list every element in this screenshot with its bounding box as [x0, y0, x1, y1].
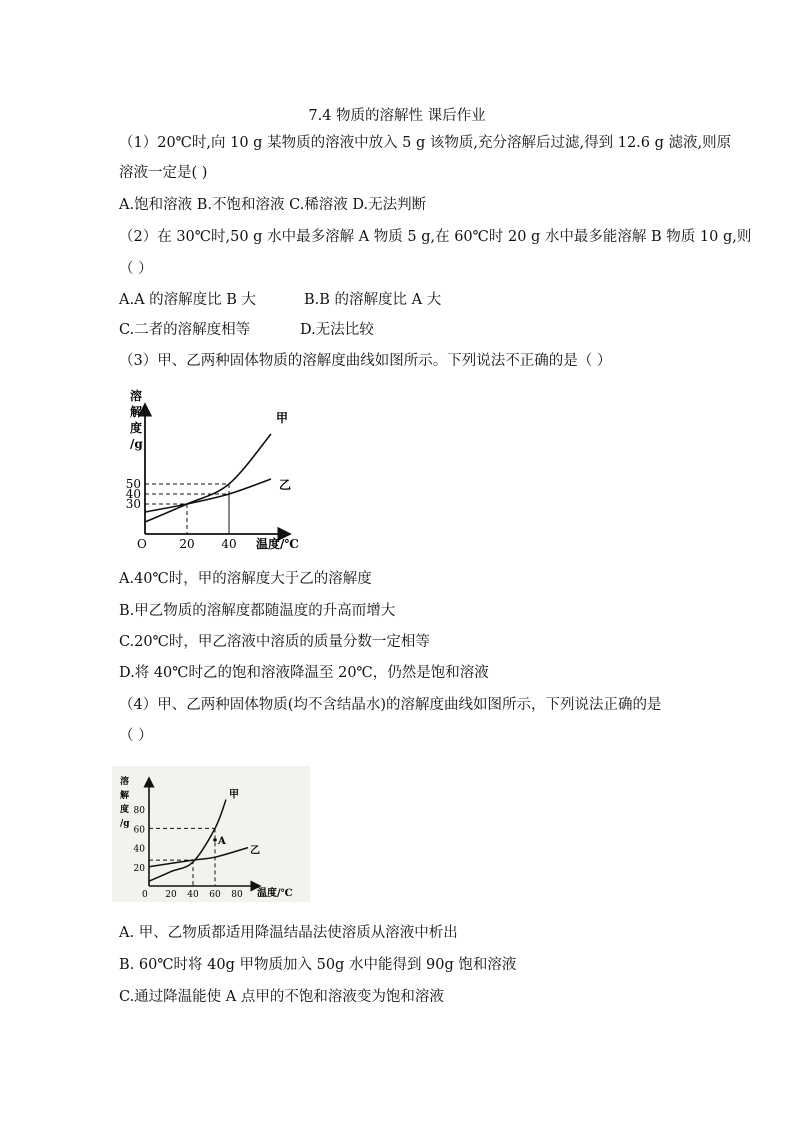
q2-stem-line1: （2）在 30℃时,50 g 水中最多溶解 A 物质 5 g,在 60℃时 20 g 水中最多能溶解 B 物质 10 g,则 — [119, 229, 752, 245]
y-tick-label: 80 — [133, 806, 145, 817]
y-axis-label-char: 度 — [130, 421, 143, 435]
series-label: 甲 — [276, 411, 289, 425]
origin-label: O — [137, 537, 147, 551]
x-axis-label: 温度/℃ — [257, 888, 293, 899]
y-tick-label: 20 — [133, 863, 145, 874]
q4-stem-line2: （ ） — [119, 728, 153, 744]
y-axis-label-char: 解 — [130, 405, 143, 419]
q4-option-c: C.通过降温能使 A 点甲的不饱和溶液变为饱和溶液 — [119, 989, 444, 1005]
y-axis-label-char: /g — [120, 819, 130, 829]
y-tick-label: 50 — [125, 477, 141, 491]
x-tick-label: 60 — [209, 890, 221, 900]
point-a-marker — [213, 838, 217, 842]
series-label: 乙 — [250, 845, 260, 857]
y-tick-label: 40 — [133, 844, 145, 855]
q3-option-b: B.甲乙物质的溶解度都随温度的升高而增大 — [119, 603, 396, 619]
y-axis-label-char: 度 — [120, 805, 130, 815]
q2-stem-line2: （ ） — [119, 261, 153, 277]
q1-options: A.饱和溶液 B.不饱和溶液 C.稀溶液 D.无法判断 — [119, 197, 427, 213]
q1-stem-line1: （1）20℃时,向 10 g 某物质的溶液中放入 5 g 该物质,充分溶解后过滤,得到 12.6 g 滤液,则原 — [119, 135, 732, 151]
q3-option-a: A.40℃时，甲的溶解度大于乙的溶解度 — [119, 571, 372, 587]
series-label: 甲 — [229, 789, 239, 801]
solubility-chart-2 — [112, 766, 310, 902]
y-axis-label-char: 溶 — [130, 389, 143, 403]
q3-option-c: C.20℃时，甲乙溶液中溶质的质量分数一定相等 — [119, 634, 430, 650]
y-tick-label: 60 — [133, 825, 145, 836]
origin-label: 0 — [142, 890, 148, 900]
y-axis-label-char: 解 — [120, 791, 130, 801]
y-tick-label: 30 — [125, 497, 141, 511]
q3-stem: （3）甲、乙两种固体物质的溶解度曲线如图所示。下列说法不正确的是（ ） — [119, 353, 612, 369]
q2-option-a: A.A 的溶解度比 B 大 — [119, 292, 257, 308]
x-tick-label: 40 — [187, 890, 199, 900]
point-a-label: A — [218, 835, 226, 847]
q2-option-b: B.B 的溶解度比 A 大 — [304, 292, 442, 308]
q1-stem-line2: 溶液一定是( ) — [119, 165, 208, 181]
series-line-yi — [149, 848, 248, 867]
x-axis-label: 温度/℃ — [256, 537, 299, 551]
q2-option-c: C.二者的溶解度相等 — [119, 322, 251, 338]
x-tick-label: 20 — [179, 537, 195, 551]
solubility-chart-1 — [118, 384, 318, 556]
page-title: 7.4 物质的溶解性 课后作业 — [308, 108, 486, 124]
y-tick-label: 40 — [125, 487, 141, 501]
series-label: 乙 — [279, 478, 292, 492]
q3-option-d: D.将 40℃时乙的饱和溶液降温至 20℃，仍然是饱和溶液 — [119, 665, 489, 681]
x-tick-label: 40 — [221, 537, 237, 551]
x-tick-label: 20 — [165, 890, 177, 900]
y-axis-label-char: /g — [130, 437, 143, 451]
y-axis-label-char: 溶 — [120, 777, 130, 787]
x-tick-label: 80 — [231, 890, 243, 900]
q4-option-b: B. 60℃时将 40g 甲物质加入 50g 水中能得到 90g 饱和溶液 — [119, 957, 517, 973]
q2-option-d: D.无法比较 — [300, 322, 374, 338]
q4-option-a: A. 甲、乙物质都适用降温结晶法使溶质从溶液中析出 — [119, 925, 458, 941]
q4-stem-line1: （4）甲、乙两种固体物质(均不含结晶水)的溶解度曲线如图所示，下列说法正确的是 — [119, 697, 662, 713]
